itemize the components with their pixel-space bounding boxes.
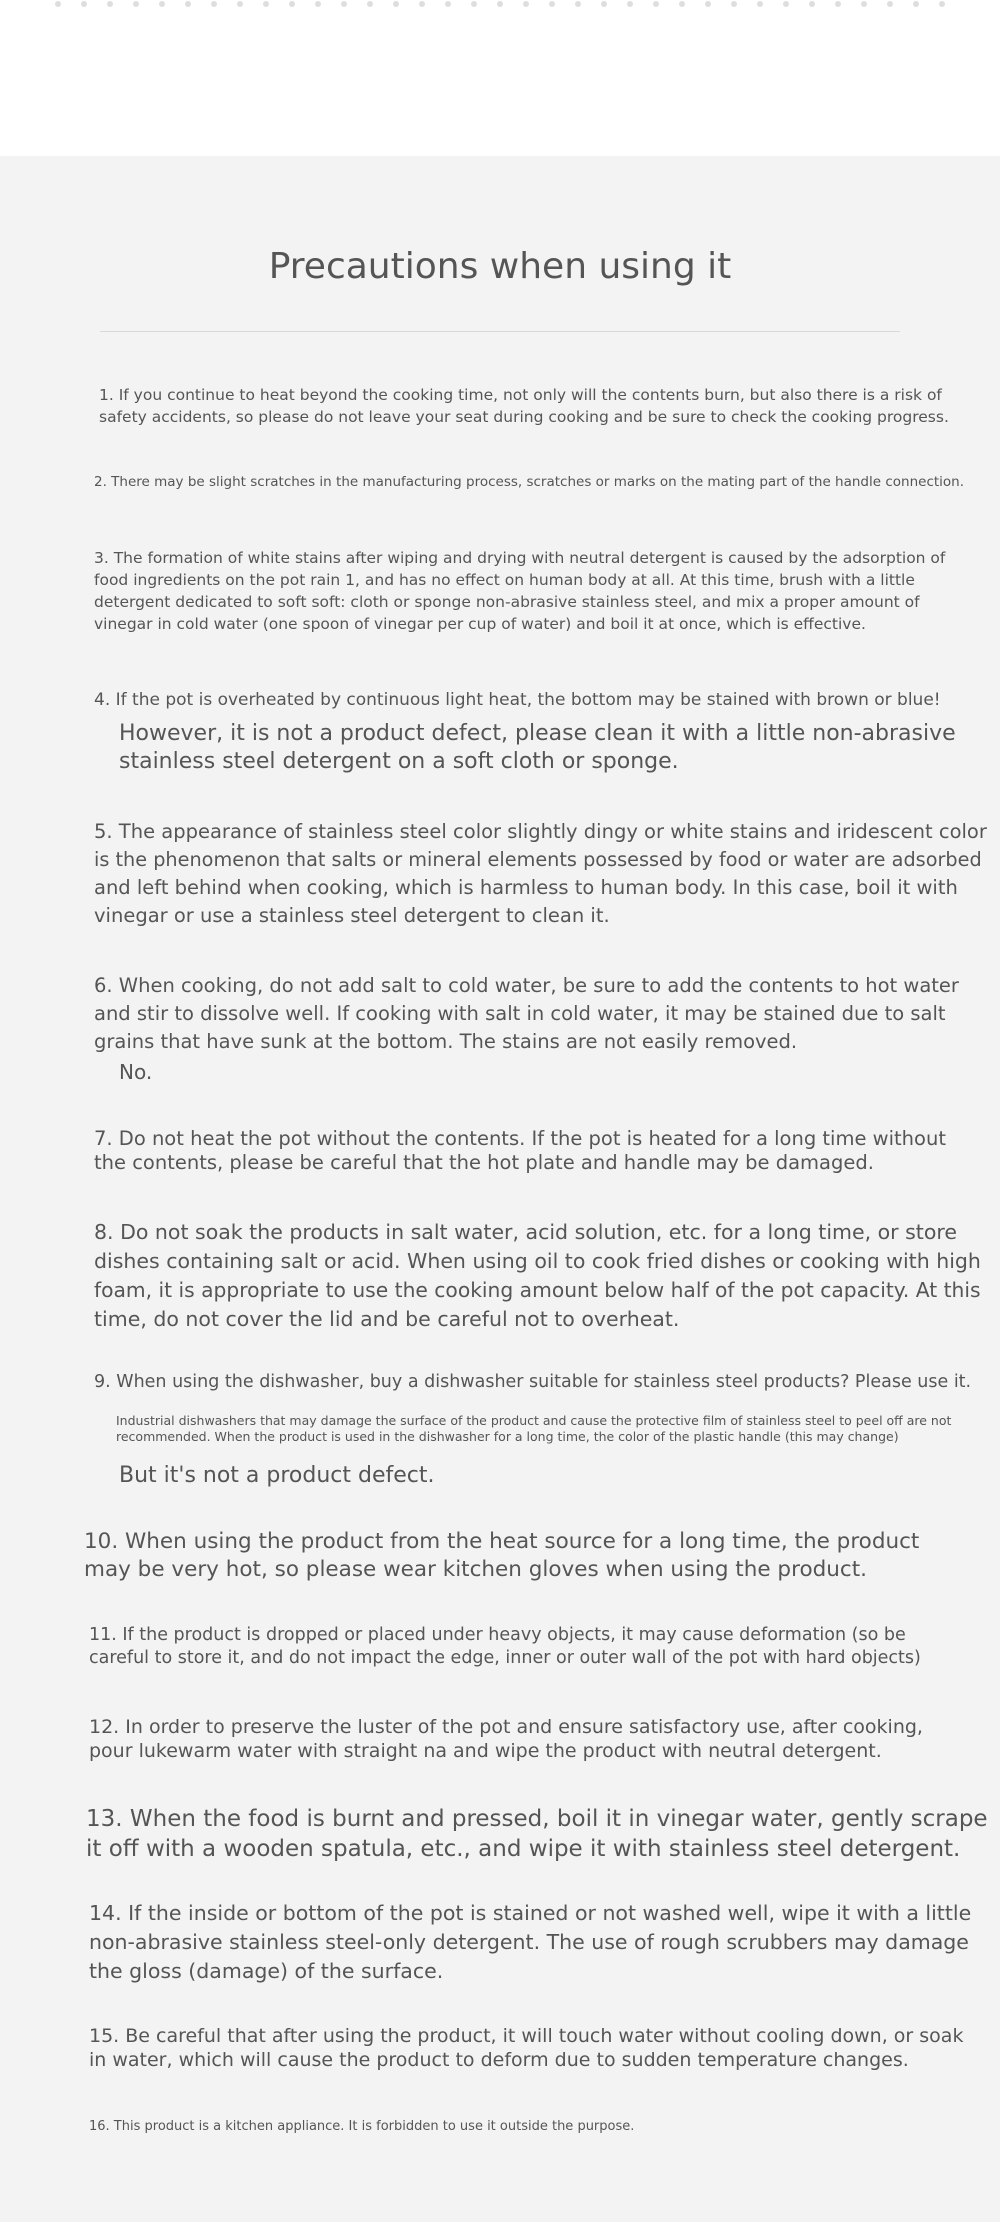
precaution-line-p6b: and stir to dissolve well. If cooking with salt in cold water, it may be stained due to salt [94, 1002, 946, 1025]
precaution-line-p6d: No. [119, 1060, 153, 1084]
title-divider [100, 331, 900, 332]
precaution-line-p9b: Industrial dishwashers that may damage the surface of the product and cause the protective film of stainless steel to peel off are not [116, 1413, 952, 1428]
precaution-line-p14c: the gloss (damage) of the surface. [89, 1959, 444, 1983]
precaution-line-p11b: careful to store it, and do not impact the edge, inner or outer wall of the pot with hard objects) [89, 1648, 921, 1668]
precaution-line-p6a: 6. When cooking, do not add salt to cold water, be sure to add the contents to hot water [94, 974, 959, 997]
precaution-line-p1b: safety accidents, so please do not leave your seat during cooking and be sure to check the cooking progress. [99, 408, 949, 426]
precaution-line-p8c: foam, it is appropriate to use the cooking amount below half of the pot capacity. At this [94, 1278, 981, 1302]
precaution-line-p7b: the contents, please be careful that the hot plate and handle may be damaged. [94, 1151, 874, 1174]
precaution-line-p10b: may be very hot, so please wear kitchen gloves when using the product. [84, 1557, 867, 1582]
precaution-line-p4b: However, it is not a product defect, please clean it with a little non-abrasive [119, 721, 956, 746]
precaution-line-p13b: it off with a wooden spatula, etc., and wipe it with stainless steel detergent. [86, 1836, 961, 1862]
bottom-band [0, 2222, 1000, 2228]
precaution-line-p9d: But it's not a product defect. [119, 1463, 435, 1488]
precaution-line-p8a: 8. Do not soak the products in salt water, acid solution, etc. for a long time, or store [94, 1220, 957, 1244]
precaution-line-p3a: 3. The formation of white stains after wiping and drying with neutral detergent is caused by the adsorption of [94, 549, 946, 567]
precaution-line-p5c: and left behind when cooking, which is harmless to human body. In this case, boil it with [94, 876, 958, 899]
precaution-line-p12a: 12. In order to preserve the luster of the pot and ensure satisfactory use, after cooking, [89, 1716, 923, 1738]
precaution-line-p1a: 1. If you continue to heat beyond the cooking time, not only will the contents burn, but also there is a risk of [99, 386, 942, 404]
dotted-border [0, 0, 1000, 10]
precaution-line-p4c: stainless steel detergent on a soft cloth or sponge. [119, 749, 679, 774]
precaution-line-p9a: 9. When using the dishwasher, buy a dishwasher suitable for stainless steel products? Please use it. [94, 1372, 972, 1392]
precaution-line-p7a: 7. Do not heat the pot without the contents. If the pot is heated for a long time without [94, 1127, 946, 1150]
precaution-line-p4a: 4. If the pot is overheated by continuous light heat, the bottom may be stained with brown or blue! [94, 690, 941, 710]
precaution-line-p8b: dishes containing salt or acid. When using oil to cook fried dishes or cooking with high [94, 1249, 981, 1273]
precaution-line-p3d: vinegar in cold water (one spoon of vinegar per cup of water) and boil it at once, which is effective. [94, 615, 866, 633]
precaution-line-p13a: 13. When the food is burnt and pressed, boil it in vinegar water, gently scrape [86, 1806, 988, 1832]
precaution-line-p14a: 14. If the inside or bottom of the pot is stained or not washed well, wipe it with a little [89, 1901, 972, 1925]
precaution-line-p3b: food ingredients on the pot rain 1, and has no effect on human body at all. At this time, brush with a little [94, 571, 915, 589]
precaution-line-p2: 2. There may be slight scratches in the manufacturing process, scratches or marks on the mating part of the handle connection. [94, 474, 965, 490]
precaution-line-p14b: non-abrasive stainless steel-only detergent. The use of rough scrubbers may damage [89, 1930, 969, 1954]
precaution-line-p6c: grains that have sunk at the bottom. The stains are not easily removed. [94, 1030, 798, 1053]
precaution-line-p8d: time, do not cover the lid and be careful not to overheat. [94, 1307, 680, 1331]
precaution-line-p5b: is the phenomenon that salts or mineral elements possessed by food or water are adsorbed [94, 848, 982, 871]
precaution-line-p15a: 15. Be careful that after using the product, it will touch water without cooling down, or soak [89, 2025, 964, 2047]
precaution-line-p5d: vinegar or use a stainless steel detergent to clean it. [94, 904, 610, 927]
precaution-line-p15b: in water, which will cause the product to deform due to sudden temperature changes. [89, 2049, 909, 2071]
page-title: Precautions when using it [268, 246, 732, 287]
precaution-line-p9c: recommended. When the product is used in the dishwasher for a long time, the color of the plastic handle (this may change) [116, 1429, 899, 1444]
precaution-line-p5a: 5. The appearance of stainless steel color slightly dingy or white stains and iridescent color [94, 820, 987, 843]
precaution-line-p10a: 10. When using the product from the heat source for a long time, the product [84, 1529, 920, 1554]
top-band [0, 0, 1000, 156]
precaution-line-p3c: detergent dedicated to soft soft: cloth or sponge non-abrasive stainless steel, and mix a proper amount of [94, 593, 920, 611]
precaution-line-p11a: 11. If the product is dropped or placed under heavy objects, it may cause deformation (so be [89, 1625, 906, 1645]
precaution-line-p12b: pour lukewarm water with straight na and wipe the product with neutral detergent. [89, 1740, 882, 1762]
precaution-line-p16: 16. This product is a kitchen appliance. It is forbidden to use it outside the purpose. [89, 2119, 635, 2134]
